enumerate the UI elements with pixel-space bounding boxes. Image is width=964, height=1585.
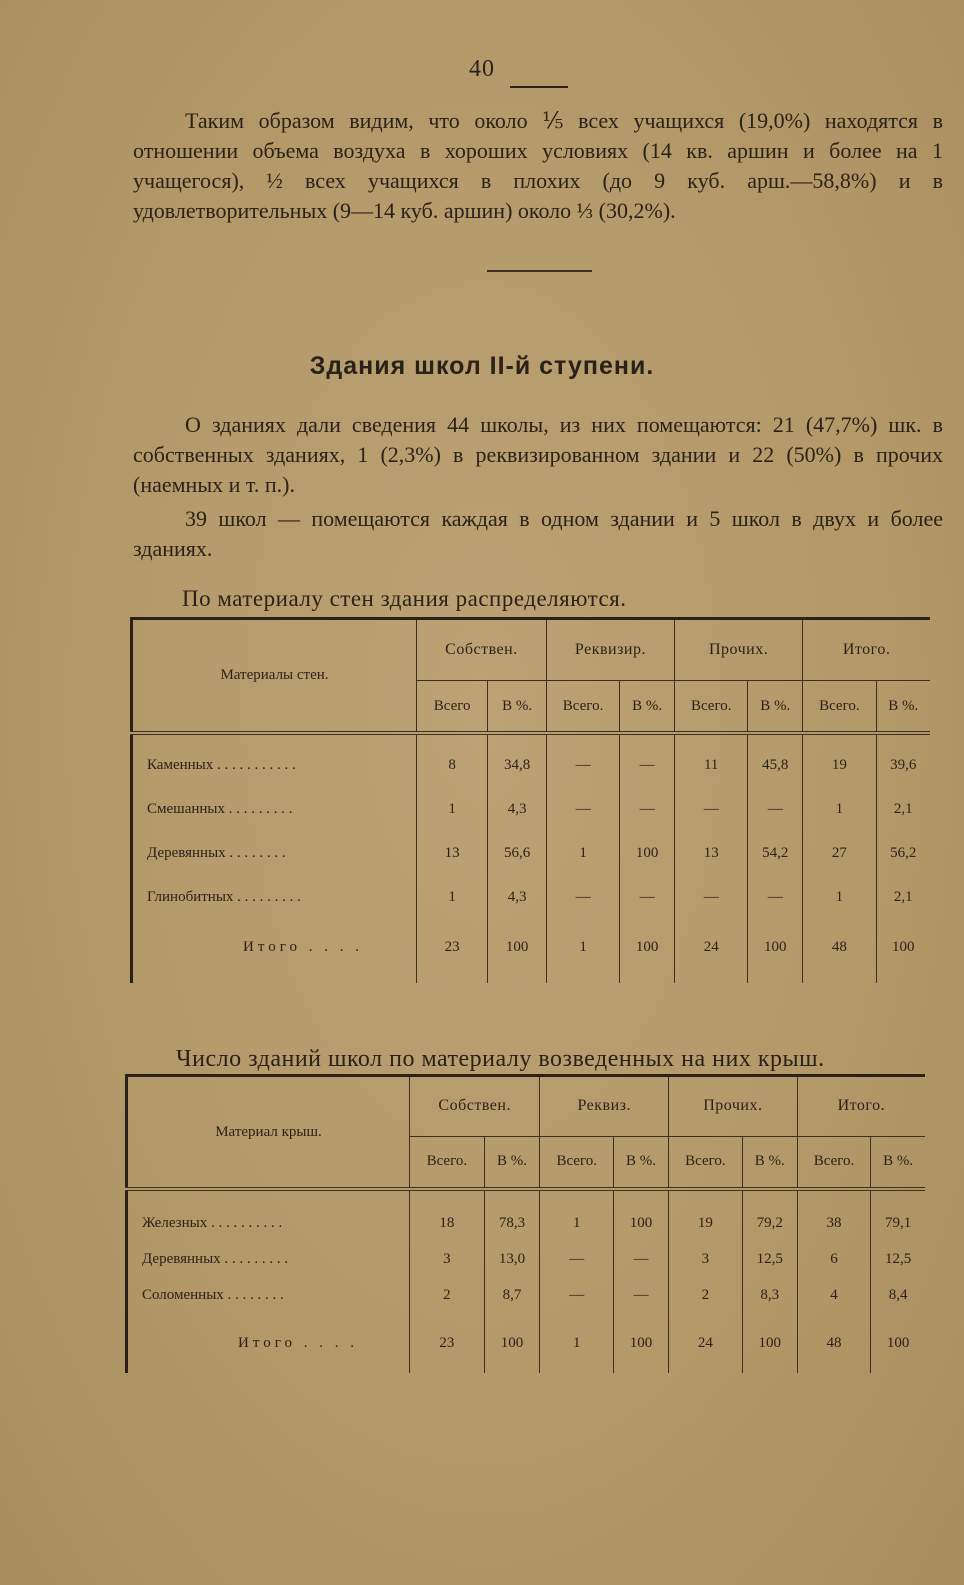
table-row [132,875,931,919]
cell: 1 [546,919,619,975]
table1-subheader: В %. [620,681,675,734]
section-separator [487,270,592,272]
cell: 56,2 [876,831,930,875]
table-roof-materials [125,1074,925,1373]
table1-subheader: Всего [417,681,488,734]
cell: 39,6 [876,743,930,787]
cell: 4 [797,1277,871,1313]
table1-group-total: Итого. [803,619,930,681]
table2-subheader: В %. [484,1136,540,1189]
cell: 1 [540,1313,614,1373]
cell: — [614,1241,669,1277]
cell: 48 [803,919,876,975]
table-total-row [127,1313,926,1373]
table1-subheader: В %. [876,681,930,734]
cell: 79,1 [871,1205,925,1241]
cell: 79,2 [742,1205,797,1241]
cell: 1 [417,875,488,919]
table1-group-requisitioned: Реквизир. [546,619,674,681]
table1-group-own: Собствен. [417,619,547,681]
cell: 2,1 [876,787,930,831]
paragraph-schools-count [133,504,943,564]
row-label: Соломенных . . . . . . . . [127,1277,410,1313]
table2-row-header: Материал крыш. [127,1076,410,1190]
cell: — [675,787,748,831]
page-number-underline [510,86,568,88]
table1-subheader: Всего. [546,681,619,734]
cell: 100 [871,1313,925,1373]
cell: 13,0 [484,1241,540,1277]
cell: 24 [669,1313,743,1373]
cell: — [540,1277,614,1313]
cell: 18 [410,1205,485,1241]
cell: 100 [742,1313,797,1373]
cell: — [540,1241,614,1277]
table2-subheader: В %. [614,1136,669,1189]
table2-caption: Число зданий школ по материалу возведенных на них крыш. [176,1046,825,1072]
table2-group-own: Собствен. [410,1076,540,1137]
section-heading: Здания школ II-й ступени. [309,352,655,380]
row-label: Деревянных . . . . . . . . . [127,1241,410,1277]
table-row [132,787,931,831]
table2-group-other: Прочих. [669,1076,798,1137]
cell: 3 [410,1241,485,1277]
cell: 2 [669,1277,743,1313]
table-wall-materials [130,617,930,983]
table1-subheader: В %. [488,681,547,734]
paragraph-schools-count-text: 39 школ — помещаются каждая в одном здании и 5 школ в двух и более зданиях. [133,506,943,561]
cell: 100 [484,1313,540,1373]
cell: 23 [410,1313,485,1373]
cell: — [620,743,675,787]
cell: 24 [675,919,748,975]
cell: 1 [803,875,876,919]
table1-caption: По материалу стен здания распределяются. [182,586,627,611]
cell: 45,8 [748,743,803,787]
table1-group-other: Прочих. [675,619,803,681]
cell: — [546,787,619,831]
cell: 100 [748,919,803,975]
row-label: Каменных . . . . . . . . . . . [132,743,417,787]
total-label: Итого . . . . [127,1313,410,1373]
cell: 1 [417,787,488,831]
table2-group-total: Итого. [797,1076,925,1137]
cell: 54,2 [748,831,803,875]
table2-subheader: Всего. [669,1136,743,1189]
table2-group-requisitioned: Реквиз. [540,1076,669,1137]
cell: 48 [797,1313,871,1373]
cell: 100 [876,919,930,975]
cell: 4,3 [488,875,547,919]
table1-subheader: В %. [748,681,803,734]
cell: 1 [540,1205,614,1241]
cell: 12,5 [742,1241,797,1277]
paragraph-buildings [133,410,943,500]
cell: 4,3 [488,787,547,831]
cell: — [620,875,675,919]
cell: — [748,875,803,919]
cell: — [620,787,675,831]
cell: 12,5 [871,1241,925,1277]
cell: 2 [410,1277,485,1313]
paragraph-air-volume [133,106,943,226]
cell: 100 [488,919,547,975]
cell: 19 [669,1205,743,1241]
table2-subheader: Всего. [540,1136,614,1189]
cell: 1 [803,787,876,831]
cell: 19 [803,743,876,787]
table-row [132,743,931,787]
cell: 8 [417,743,488,787]
cell: 100 [620,831,675,875]
cell: 56,6 [488,831,547,875]
cell: — [614,1277,669,1313]
table2-subheader: Всего. [797,1136,871,1189]
table2-subheader: Всего. [410,1136,485,1189]
total-label: Итого . . . . [132,919,417,975]
table-row [127,1241,926,1277]
table2-subheader: В %. [742,1136,797,1189]
row-label: Деревянных . . . . . . . . [132,831,417,875]
table1-subheader: Всего. [803,681,876,734]
row-label: Железных . . . . . . . . . . [127,1205,410,1241]
cell: 13 [417,831,488,875]
row-label: Смешанных . . . . . . . . . [132,787,417,831]
cell: 23 [417,919,488,975]
table2-subheader: В %. [871,1136,925,1189]
cell: — [546,743,619,787]
cell: 1 [546,831,619,875]
cell: 34,8 [488,743,547,787]
cell: 11 [675,743,748,787]
cell: 8,4 [871,1277,925,1313]
cell: 38 [797,1205,871,1241]
cell: — [675,875,748,919]
cell: 6 [797,1241,871,1277]
cell: 2,1 [876,875,930,919]
page-number: 40 [469,56,495,82]
cell: — [748,787,803,831]
paragraph-air-volume-text: Таким образом видим, что около ⅕ всех учащихся (19,0%) находятся в отношении объема воздуха в хороших условиях (14 кв. аршин и более на 1 учащегося), ½ всех учащихся в плохих (до 9 куб. арш.—58,8%) и в удовлетворительных (9—14 куб. аршин) около ⅓ (30,2%). [133,108,943,223]
cell: 100 [614,1313,669,1373]
cell: 8,3 [742,1277,797,1313]
table1-subheader: Всего. [675,681,748,734]
table-row [132,831,931,875]
table-row [127,1277,926,1313]
cell: 3 [669,1241,743,1277]
cell: 78,3 [484,1205,540,1241]
cell: 27 [803,831,876,875]
table1-row-header: Материалы стен. [132,619,417,734]
table-total-row [132,919,931,975]
cell: 100 [620,919,675,975]
row-label: Глинобитных . . . . . . . . . [132,875,417,919]
cell: 13 [675,831,748,875]
cell: 100 [614,1205,669,1241]
table-row [127,1205,926,1241]
cell: — [546,875,619,919]
cell: 8,7 [484,1277,540,1313]
paragraph-buildings-text: О зданиях дали сведения 44 школы, из них помещаются: 21 (47,7%) шк. в собственных зданиях, 1 (2,3%) в реквизированном здании и 22 (50%) в прочих (наемных и т. п.). [133,412,943,497]
